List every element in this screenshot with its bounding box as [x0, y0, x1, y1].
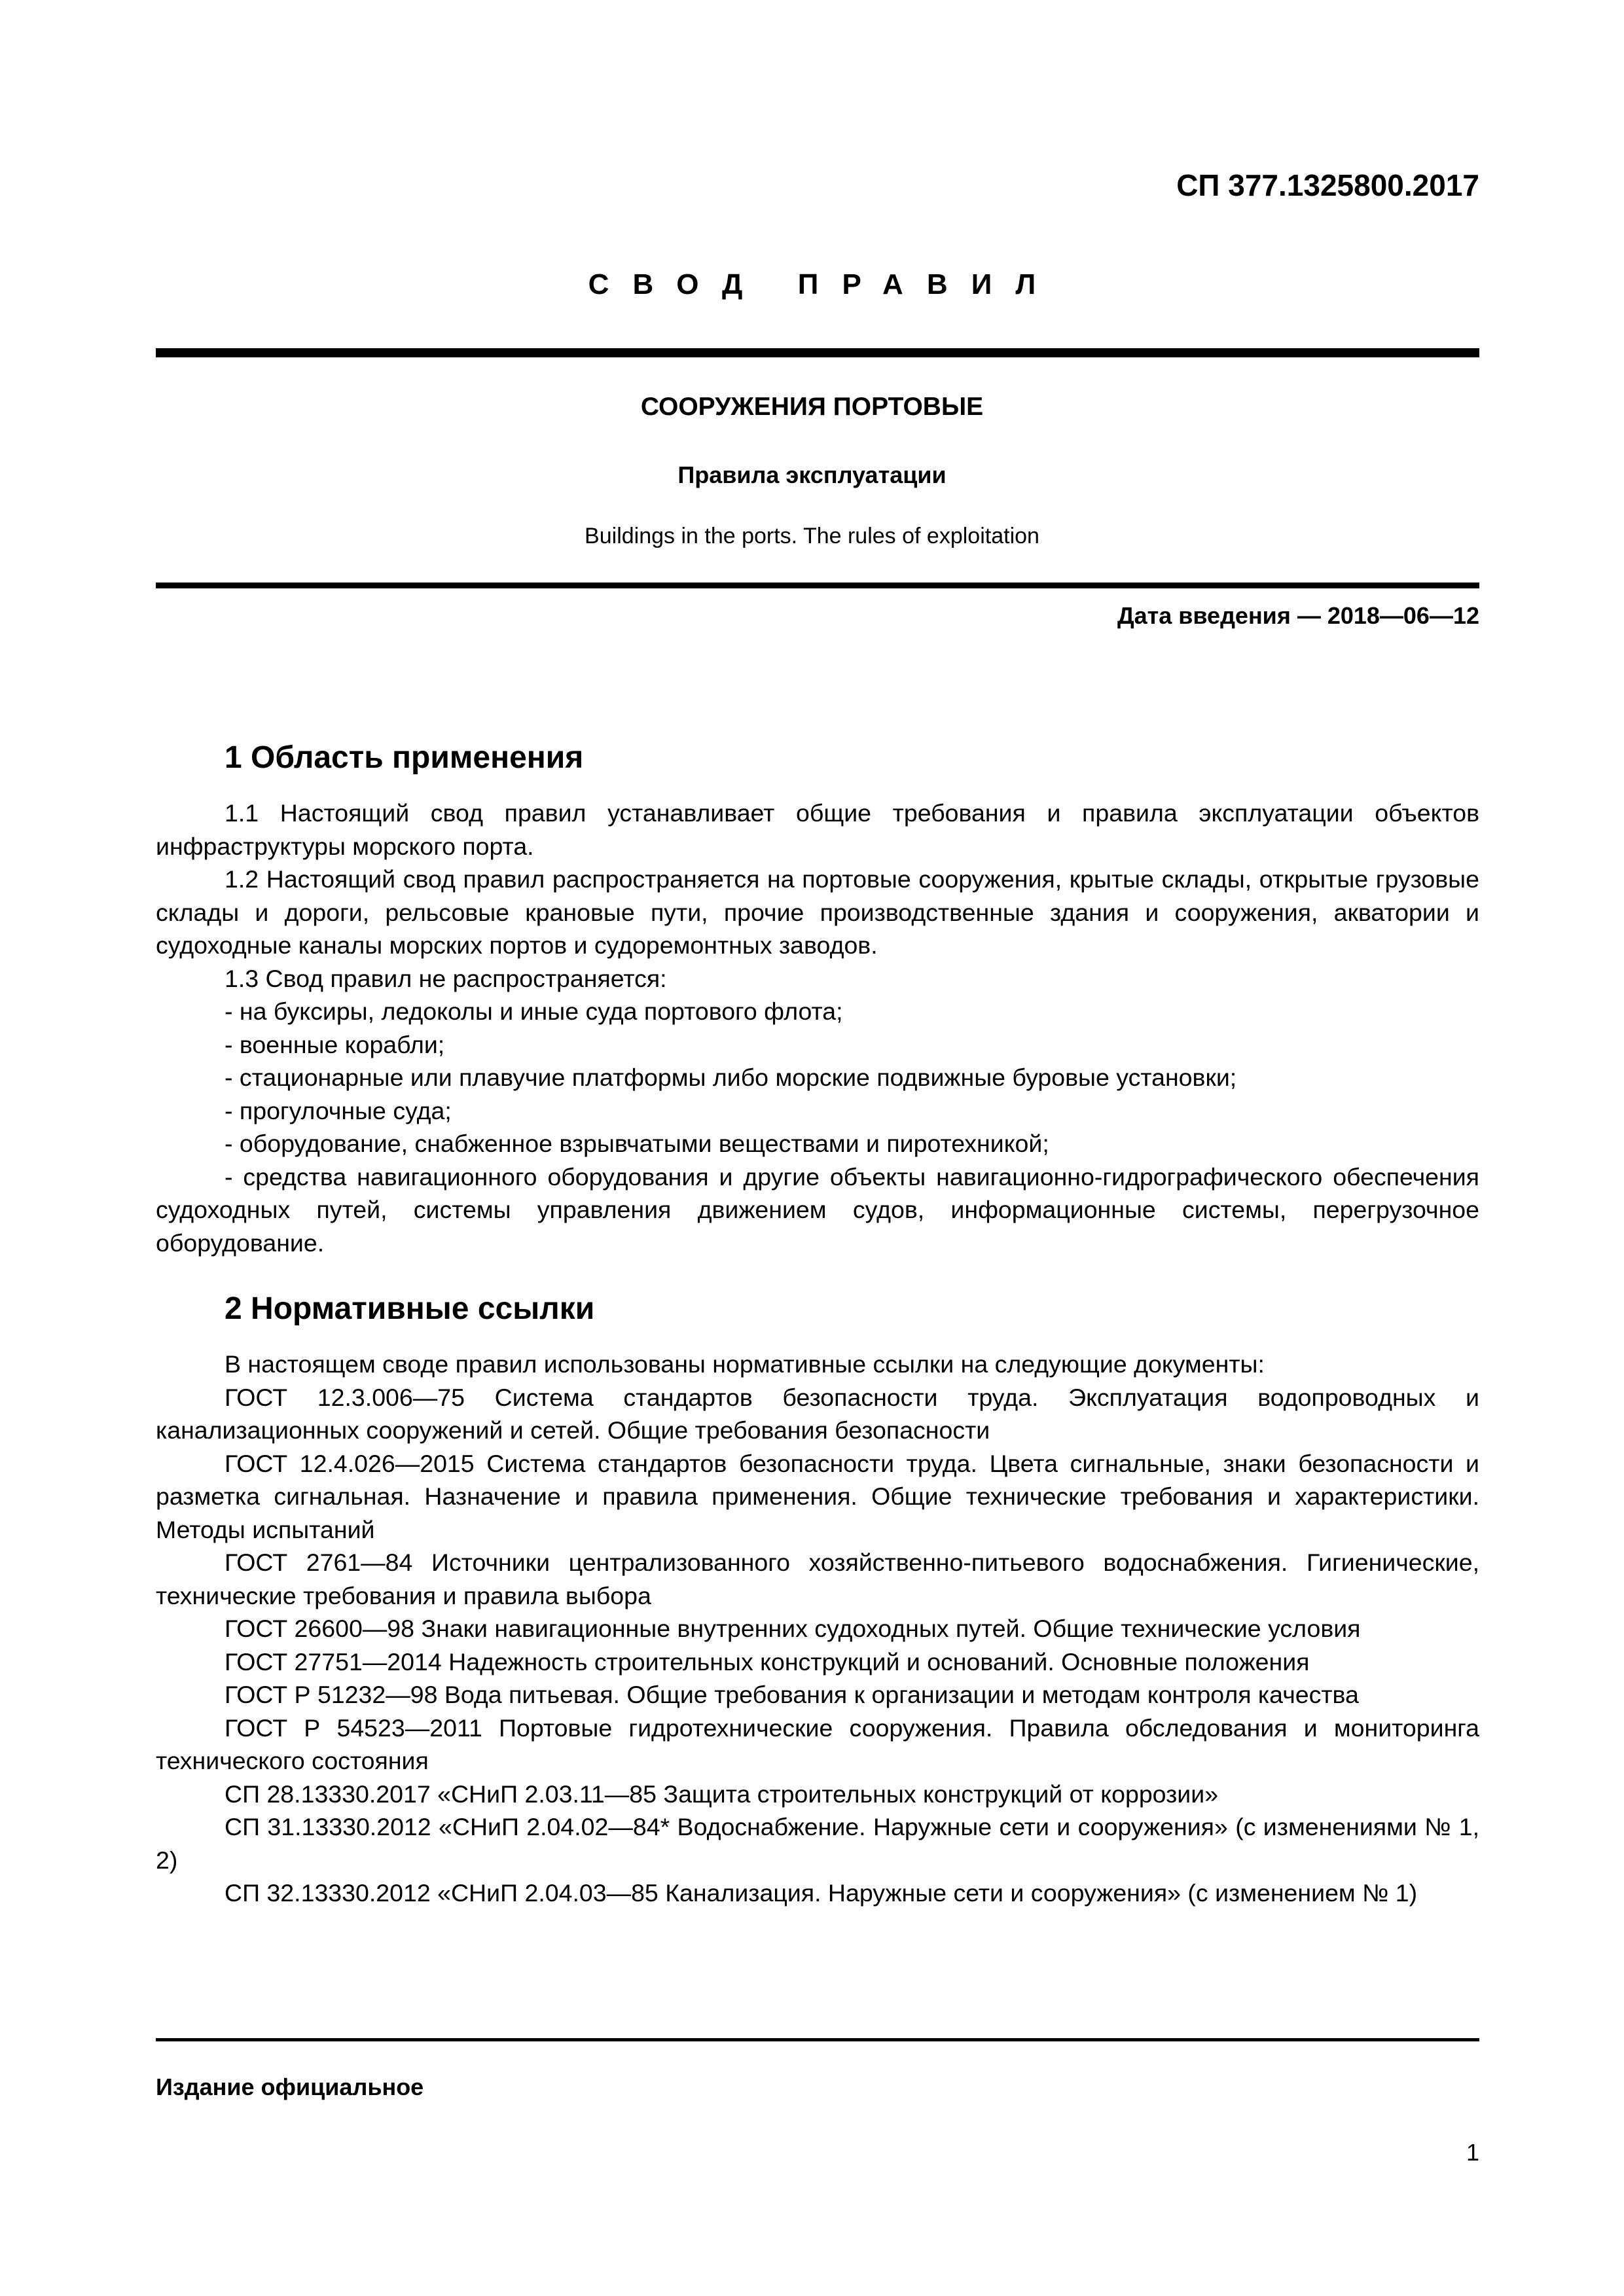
reference-item: ГОСТ Р 51232—98 Вода питьевая. Общие требования к организации и методам контроля качества: [225, 1681, 1359, 1708]
edition-label: Издание официальное: [156, 2073, 424, 2100]
paragraph-1-3: 1.3 Свод правил не распространяется:: [225, 964, 667, 992]
reference-item: ГОСТ 12.3.006—75 Система стандартов безопасности труда. Эксплуатация водопроводных и канализационных сооружений и сетей. Общие требования безопасности: [156, 1383, 1479, 1444]
list-item: - стационарные или плавучие платформы либо морские подвижные буровые установки;: [225, 1064, 1237, 1091]
english-title: Buildings in the ports. The rules of exploitation: [585, 524, 1039, 548]
document-code: СП 377.1325800.2017: [1176, 168, 1479, 202]
reference-item: ГОСТ 2761—84 Источники централизованного хозяйственно-питьевого водоснабжения. Гигиенические, технические требования и правила выбора: [156, 1549, 1479, 1609]
section-1-heading: 1 Область применения: [225, 740, 584, 775]
reference-item: ГОСТ Р 54523—2011 Портовые гидротехнические сооружения. Правила обследования и мониторинга технического состояния: [156, 1713, 1479, 1774]
page-number: 1: [1466, 2139, 1479, 2166]
paragraph-1-1: 1.1 Настоящий свод правил устанавливает общие требования и правила эксплуатации объектов инфраструктуры морского порта.: [156, 799, 1479, 860]
section-2-heading: 2 Нормативные ссылки: [225, 1291, 595, 1326]
reference-item: СП 28.13330.2017 «СНиП 2.03.11—85 Защита строительных конструкций от коррозии»: [225, 1780, 1219, 1808]
reference-item: СП 32.13330.2012 «СНиП 2.04.03—85 Канализация. Наружные сети и сооружения» (с изменением № 1): [225, 1879, 1418, 1907]
introduction-date: Дата введения — 2018—06—12: [1117, 602, 1479, 629]
reference-item: ГОСТ 27751—2014 Надежность строительных конструкций и оснований. Основные положения: [225, 1647, 1310, 1676]
list-item: - на буксиры, ледоколы и иные суда портового флота;: [225, 997, 843, 1025]
list-item: - средства навигационного оборудования и другие объекты навигационно-гидрографического обеспечения судоходных путей, системы управления движением судов, информационные системы, перегрузочное оборудование.: [156, 1162, 1479, 1257]
paragraph-1-2: 1.2 Настоящий свод правил распространяется на портовые сооружения, крытые склады, открытые грузовые склады и дороги, рельсовые крановые пути, прочие производственные здания и сооружения, акватории и судоходные каналы морских портов и судоремонтных заводов.: [156, 865, 1479, 959]
document-type: СВОД ПРАВИЛ: [588, 268, 1060, 300]
document-subtitle: Правила эксплуатации: [677, 461, 947, 488]
references-intro: В настоящем своде правил использованы нормативные ссылки на следующие документы:: [225, 1350, 1265, 1378]
document-body: [156, 733, 1479, 1910]
footer-divider: [156, 2038, 1479, 2041]
reference-item: СП 31.13330.2012 «СНиП 2.04.02—84* Водоснабжение. Наружные сети и сооружения» (с изменениями № 1, 2): [156, 1813, 1479, 1874]
top-divider: [156, 348, 1479, 357]
reference-item: ГОСТ 26600—98 Знаки навигационные внутренних судоходных путей. Общие технические условия: [225, 1615, 1361, 1642]
list-item: - военные корабли;: [225, 1030, 445, 1058]
document-title: СООРУЖЕНИЯ ПОРТОВЫЕ: [640, 393, 984, 421]
list-item: - оборудование, снабженное взрывчатыми веществами и пиротехникой;: [225, 1130, 1049, 1157]
list-item: - прогулочные суда;: [225, 1096, 452, 1124]
reference-item: ГОСТ 12.4.026—2015 Система стандартов безопасности труда. Цвета сигнальные, знаки безопасности и разметка сигнальная. Назначение и правила применения. Общие технические требования и характеристики. Методы испытаний: [156, 1449, 1479, 1543]
title-divider: [156, 583, 1479, 588]
